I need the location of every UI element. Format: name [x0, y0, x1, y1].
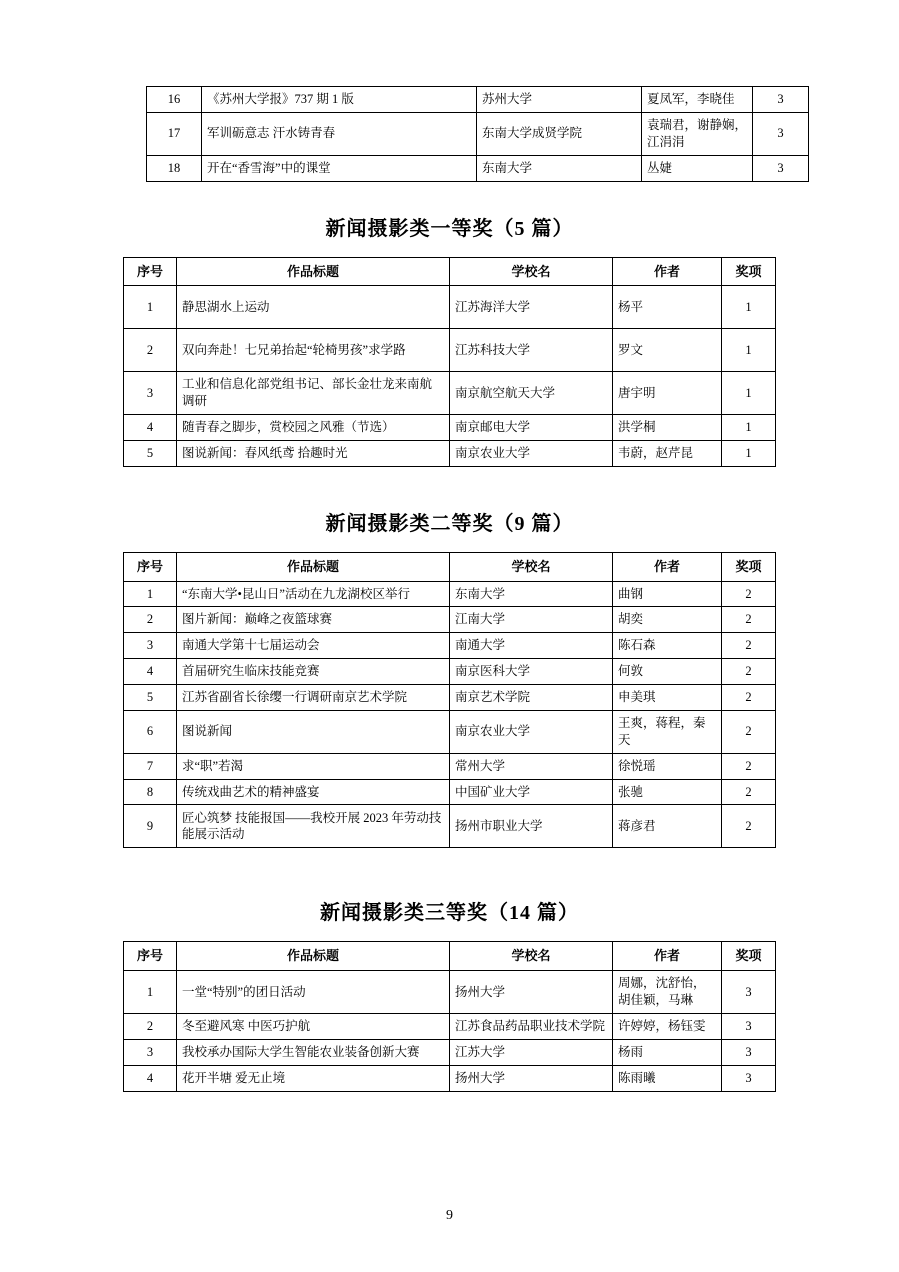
table-row — [124, 1014, 776, 1040]
continued-awards-table — [146, 86, 809, 182]
row-title: 开在“香雪海”中的课堂 — [202, 155, 477, 181]
table-header-row — [124, 257, 776, 286]
second-prize-awards-table — [123, 552, 776, 848]
row-award: 1 — [722, 441, 776, 467]
row-index: 1 — [124, 286, 177, 329]
table-row — [147, 155, 809, 181]
third-prize-table-wrapper — [136, 941, 762, 1091]
row-author: 杨雨 — [613, 1039, 722, 1065]
row-author: 韦蔚，赵芹昆 — [613, 441, 722, 467]
row-title: 一堂“特别”的团日活动 — [177, 971, 450, 1014]
header-title: 作品标题 — [177, 553, 450, 582]
second-prize-table-wrapper — [136, 552, 762, 848]
row-index: 9 — [124, 805, 177, 848]
row-school: 东南大学成贤学院 — [477, 112, 642, 155]
row-title: 图说新闻：春风纸鸢 拾趣时光 — [177, 441, 450, 467]
row-index: 6 — [124, 710, 177, 753]
row-award: 3 — [753, 155, 809, 181]
row-author: 陈雨曦 — [613, 1065, 722, 1091]
row-award: 2 — [722, 581, 776, 607]
table-row — [124, 581, 776, 607]
row-author: 罗文 — [613, 329, 722, 372]
row-index: 4 — [124, 415, 177, 441]
row-title: 静思湖水上运动 — [177, 286, 450, 329]
header-award: 奖项 — [722, 942, 776, 971]
row-school: 南京农业大学 — [450, 441, 613, 467]
table-row — [124, 805, 776, 848]
table-row — [124, 1039, 776, 1065]
row-index: 8 — [124, 779, 177, 805]
table-row — [124, 415, 776, 441]
row-author: 杨平 — [613, 286, 722, 329]
table-row — [124, 286, 776, 329]
row-school: 扬州大学 — [450, 1065, 613, 1091]
row-author: 袁瑞君，谢静娴，江涓涓 — [642, 112, 753, 155]
row-index: 3 — [124, 1039, 177, 1065]
row-title: 传统戏曲艺术的精神盛宴 — [177, 779, 450, 805]
header-title: 作品标题 — [177, 257, 450, 286]
table-row — [124, 441, 776, 467]
row-title: 匠心筑梦 技能报国——我校开展 2023 年劳动技能展示活动 — [177, 805, 450, 848]
row-award: 1 — [722, 286, 776, 329]
row-index: 5 — [124, 441, 177, 467]
row-title: “东南大学•昆山日”活动在九龙湖校区举行 — [177, 581, 450, 607]
row-author: 洪学桐 — [613, 415, 722, 441]
table-row — [124, 659, 776, 685]
row-award: 2 — [722, 685, 776, 711]
table-row — [124, 1065, 776, 1091]
row-award: 2 — [722, 753, 776, 779]
table-row — [124, 329, 776, 372]
row-title: 江苏省副省长徐缨一行调研南京艺术学院 — [177, 685, 450, 711]
row-title: 图说新闻 — [177, 710, 450, 753]
row-author: 何敦 — [613, 659, 722, 685]
header-index: 序号 — [124, 553, 177, 582]
row-author: 张驰 — [613, 779, 722, 805]
header-index: 序号 — [124, 942, 177, 971]
row-author: 许婷婷，杨钰雯 — [613, 1014, 722, 1040]
header-author: 作者 — [613, 942, 722, 971]
row-award: 1 — [722, 329, 776, 372]
row-title: 我校承办国际大学生智能农业装备创新大赛 — [177, 1039, 450, 1065]
header-school: 学校名 — [450, 942, 613, 971]
row-index: 17 — [147, 112, 202, 155]
row-award: 3 — [722, 1039, 776, 1065]
row-index: 18 — [147, 155, 202, 181]
row-school: 南京艺术学院 — [450, 685, 613, 711]
row-author: 胡奕 — [613, 607, 722, 633]
row-school: 江苏科技大学 — [450, 329, 613, 372]
row-title: 图片新闻：巅峰之夜篮球赛 — [177, 607, 450, 633]
row-index: 3 — [124, 372, 177, 415]
row-index: 2 — [124, 607, 177, 633]
third-prize-awards-table — [123, 941, 776, 1091]
row-index: 4 — [124, 659, 177, 685]
row-title: 首届研究生临床技能竞赛 — [177, 659, 450, 685]
row-award: 2 — [722, 659, 776, 685]
row-school: 中国矿业大学 — [450, 779, 613, 805]
header-school: 学校名 — [450, 553, 613, 582]
row-school: 南京农业大学 — [450, 710, 613, 753]
row-school: 南通大学 — [450, 633, 613, 659]
row-school: 东南大学 — [477, 155, 642, 181]
row-index: 16 — [147, 87, 202, 113]
row-title: 《苏州大学报》737 期 1 版 — [202, 87, 477, 113]
row-school: 江苏大学 — [450, 1039, 613, 1065]
row-award: 3 — [753, 87, 809, 113]
row-author: 蒋彦君 — [613, 805, 722, 848]
header-award: 奖项 — [722, 257, 776, 286]
row-school: 常州大学 — [450, 753, 613, 779]
section-heading-first-prize: 新闻摄影类一等奖（5 篇） — [325, 217, 574, 240]
row-author: 曲钢 — [613, 581, 722, 607]
row-school: 南京邮电大学 — [450, 415, 613, 441]
row-index: 1 — [124, 581, 177, 607]
row-title: 随青春之脚步，赏校园之风雅（节选） — [177, 415, 450, 441]
header-author: 作者 — [613, 553, 722, 582]
header-index: 序号 — [124, 257, 177, 286]
row-title: 双向奔赴！七兄弟抬起“轮椅男孩”求学路 — [177, 329, 450, 372]
row-award: 3 — [753, 112, 809, 155]
row-index: 5 — [124, 685, 177, 711]
first-prize-table-wrapper — [136, 257, 762, 467]
row-award: 2 — [722, 805, 776, 848]
row-author: 陈石森 — [613, 633, 722, 659]
row-school: 江苏海洋大学 — [450, 286, 613, 329]
row-title: 南通大学第十七届运动会 — [177, 633, 450, 659]
row-school: 江南大学 — [450, 607, 613, 633]
row-author: 唐宇明 — [613, 372, 722, 415]
row-award: 2 — [722, 779, 776, 805]
continued-table-wrapper — [146, 86, 784, 182]
row-award: 3 — [722, 1065, 776, 1091]
table-row — [124, 710, 776, 753]
table-header-row — [124, 942, 776, 971]
row-title: 求“职”若渴 — [177, 753, 450, 779]
row-award: 1 — [722, 372, 776, 415]
row-title: 冬至避风寒 中医巧护航 — [177, 1014, 450, 1040]
row-school: 南京医科大学 — [450, 659, 613, 685]
table-row — [147, 112, 809, 155]
table-row — [124, 779, 776, 805]
row-index: 2 — [124, 329, 177, 372]
row-award: 3 — [722, 971, 776, 1014]
section-heading-second-prize: 新闻摄影类二等奖（9 篇） — [325, 513, 574, 536]
row-award: 2 — [722, 607, 776, 633]
row-award: 2 — [722, 710, 776, 753]
table-header-row — [124, 553, 776, 582]
row-author: 王爽，蒋程，秦天 — [613, 710, 722, 753]
row-school: 南京航空航天大学 — [450, 372, 613, 415]
row-school: 扬州大学 — [450, 971, 613, 1014]
row-author: 夏凤军，李晓佳 — [642, 87, 753, 113]
row-title: 花开半塘 爱无止境 — [177, 1065, 450, 1091]
row-school: 扬州市职业大学 — [450, 805, 613, 848]
header-award: 奖项 — [722, 553, 776, 582]
row-title: 工业和信息化部党组书记、部长金壮龙来南航调研 — [177, 372, 450, 415]
row-title: 军训砺意志 汗水铸青春 — [202, 112, 477, 155]
row-index: 2 — [124, 1014, 177, 1040]
table-row — [124, 633, 776, 659]
table-row — [147, 87, 809, 113]
row-index: 4 — [124, 1065, 177, 1091]
row-school: 江苏食品药品职业技术学院 — [450, 1014, 613, 1040]
row-school: 苏州大学 — [477, 87, 642, 113]
first-prize-awards-table — [123, 257, 776, 467]
row-author: 丛婕 — [642, 155, 753, 181]
row-award: 1 — [722, 415, 776, 441]
table-row — [124, 685, 776, 711]
row-index: 7 — [124, 753, 177, 779]
row-author: 申美琪 — [613, 685, 722, 711]
header-school: 学校名 — [450, 257, 613, 286]
header-author: 作者 — [613, 257, 722, 286]
section-heading-third-prize: 新闻摄影类三等奖（14 篇） — [320, 902, 579, 925]
row-index: 3 — [124, 633, 177, 659]
row-author: 周娜，沈舒怡，胡佳颖，马琳 — [613, 971, 722, 1014]
row-author: 徐悦瑶 — [613, 753, 722, 779]
row-award: 2 — [722, 633, 776, 659]
header-title: 作品标题 — [177, 942, 450, 971]
table-row — [124, 607, 776, 633]
table-row — [124, 372, 776, 415]
table-row — [124, 971, 776, 1014]
page-number: 9 — [446, 1208, 453, 1223]
table-row — [124, 753, 776, 779]
row-school: 东南大学 — [450, 581, 613, 607]
row-index: 1 — [124, 971, 177, 1014]
row-award: 3 — [722, 1014, 776, 1040]
